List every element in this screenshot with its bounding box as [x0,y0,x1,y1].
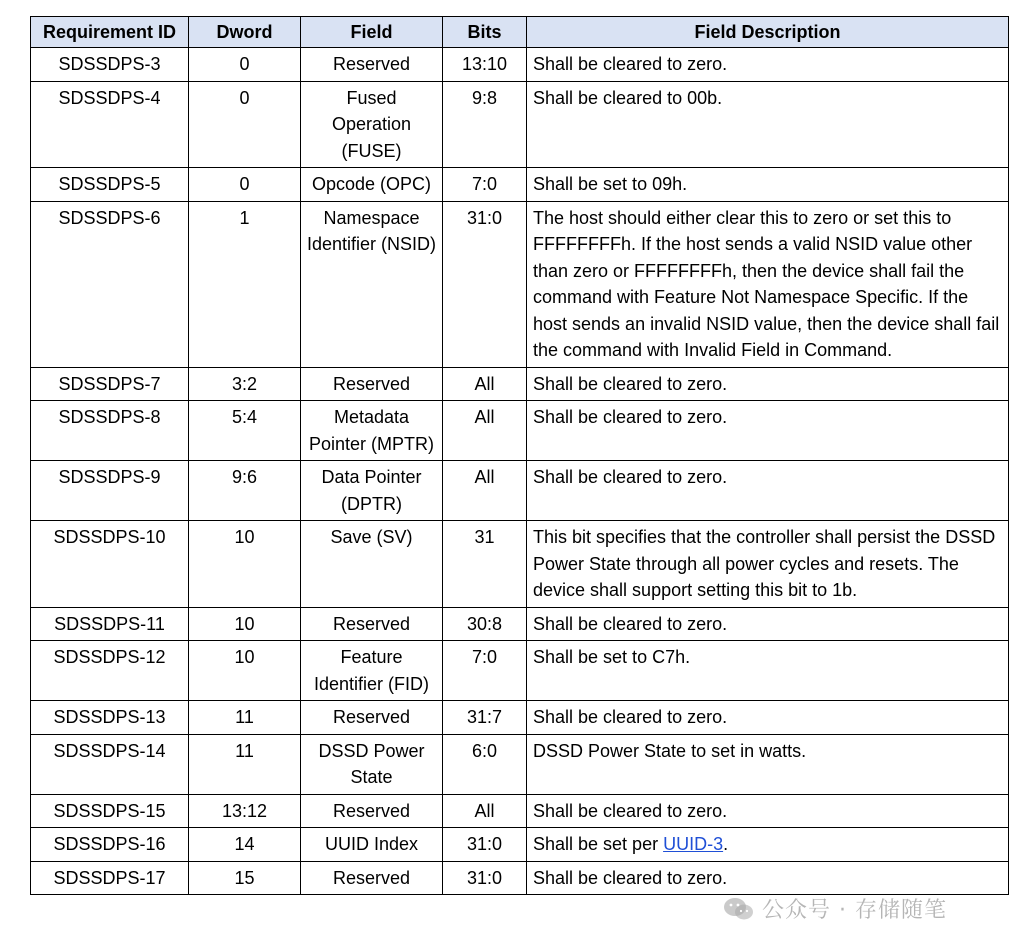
table-row [31,607,1009,641]
watermark [722,893,947,924]
cell-bits: 30:8 [443,607,527,641]
cell-dword: 9:6 [189,461,301,521]
cell-description: Shall be cleared to zero. [527,48,1009,82]
cell-field: Metadata Pointer (MPTR) [301,401,443,461]
cell-requirement-id: SDSSDPS-8 [31,401,189,461]
cell-dword: 14 [189,828,301,862]
cell-description: Shall be cleared to zero. [527,794,1009,828]
wechat-icon [722,896,756,922]
cell-field: Feature Identifier (FID) [301,641,443,701]
cell-field: Fused Operation (FUSE) [301,81,443,168]
cell-description: Shall be set to 09h. [527,168,1009,202]
cell-bits: All [443,461,527,521]
cell-bits: 7:0 [443,641,527,701]
cell-dword: 10 [189,521,301,608]
table-row [31,168,1009,202]
header-bits: Bits [443,17,527,48]
cell-field: Reserved [301,701,443,735]
table-row [31,401,1009,461]
header-field-description: Field Description [527,17,1009,48]
cell-field: Opcode (OPC) [301,168,443,202]
header-field: Field [301,17,443,48]
table-row [31,794,1009,828]
cell-requirement-id: SDSSDPS-7 [31,367,189,401]
cell-dword: 13:12 [189,794,301,828]
header-dword: Dword [189,17,301,48]
watermark-text: 公众号 · 存储随笔 [762,898,947,923]
table-row [31,367,1009,401]
cell-description [527,828,1009,862]
cell-description: The host should either clear this to zero or set this to FFFFFFFFh. If the host sends a valid NSID value other than zero or FFFFFFFFh, then the device shall fail the command with Feature Not Namespace Specific. If the host sends an invalid NSID value, then the device shall fail the command with Invalid Field in Command. [527,201,1009,367]
cell-bits: 9:8 [443,81,527,168]
cell-requirement-id: SDSSDPS-9 [31,461,189,521]
cell-requirement-id: SDSSDPS-12 [31,641,189,701]
cell-description: Shall be cleared to zero. [527,701,1009,735]
cell-bits: 31 [443,521,527,608]
cell-description: Shall be set to C7h. [527,641,1009,701]
cell-requirement-id: SDSSDPS-4 [31,81,189,168]
uuid-3-link[interactable]: UUID-3 [663,834,724,854]
cell-dword: 15 [189,861,301,895]
table-row [31,521,1009,608]
cell-description: Shall be cleared to zero. [527,861,1009,895]
cell-dword: 1 [189,201,301,367]
cell-requirement-id: SDSSDPS-11 [31,607,189,641]
table-row [31,48,1009,82]
cell-bits: 6:0 [443,734,527,794]
requirements-table [30,16,1009,895]
table-row [31,828,1009,862]
cell-bits: 31:0 [443,861,527,895]
cell-dword: 0 [189,81,301,168]
cell-field: Reserved [301,48,443,82]
cell-description: Shall be cleared to 00b. [527,81,1009,168]
cell-dword: 10 [189,607,301,641]
cell-dword: 11 [189,734,301,794]
cell-description: Shall be cleared to zero. [527,401,1009,461]
table-header-row [31,17,1009,48]
cell-dword: 0 [189,48,301,82]
cell-bits: 7:0 [443,168,527,202]
cell-dword: 5:4 [189,401,301,461]
cell-field: Reserved [301,794,443,828]
table-row [31,201,1009,367]
cell-requirement-id: SDSSDPS-5 [31,168,189,202]
cell-requirement-id: SDSSDPS-6 [31,201,189,367]
table-row [31,461,1009,521]
cell-description: DSSD Power State to set in watts. [527,734,1009,794]
cell-field: Reserved [301,367,443,401]
cell-bits: 31:0 [443,828,527,862]
cell-requirement-id: SDSSDPS-15 [31,794,189,828]
cell-field: UUID Index [301,828,443,862]
cell-bits: 13:10 [443,48,527,82]
cell-bits: All [443,401,527,461]
cell-requirement-id: SDSSDPS-3 [31,48,189,82]
cell-field: Namespace Identifier (NSID) [301,201,443,367]
cell-requirement-id: SDSSDPS-17 [31,861,189,895]
cell-field: Save (SV) [301,521,443,608]
cell-field: Reserved [301,607,443,641]
table-row [31,861,1009,895]
cell-bits: 31:7 [443,701,527,735]
cell-description: This bit specifies that the controller shall persist the DSSD Power State through all power cycles and resets. The device shall support setting this bit to 1b. [527,521,1009,608]
cell-field: Reserved [301,861,443,895]
cell-requirement-id: SDSSDPS-16 [31,828,189,862]
cell-requirement-id: SDSSDPS-13 [31,701,189,735]
cell-description: Shall be cleared to zero. [527,461,1009,521]
cell-bits: All [443,367,527,401]
table-row [31,734,1009,794]
cell-requirement-id: SDSSDPS-10 [31,521,189,608]
cell-description: Shall be cleared to zero. [527,607,1009,641]
spec-table-container [30,16,1008,895]
cell-bits: 31:0 [443,201,527,367]
cell-dword: 10 [189,641,301,701]
header-requirement-id: Requirement ID [31,17,189,48]
table-row [31,81,1009,168]
cell-description: Shall be cleared to zero. [527,367,1009,401]
description-text: Shall be set per [533,834,664,854]
cell-field: DSSD Power State [301,734,443,794]
cell-dword: 3:2 [189,367,301,401]
cell-dword: 0 [189,168,301,202]
description-suffix: . [723,834,729,854]
cell-field: Data Pointer (DPTR) [301,461,443,521]
table-row [31,701,1009,735]
cell-bits: All [443,794,527,828]
cell-dword: 11 [189,701,301,735]
cell-requirement-id: SDSSDPS-14 [31,734,189,794]
table-row [31,641,1009,701]
